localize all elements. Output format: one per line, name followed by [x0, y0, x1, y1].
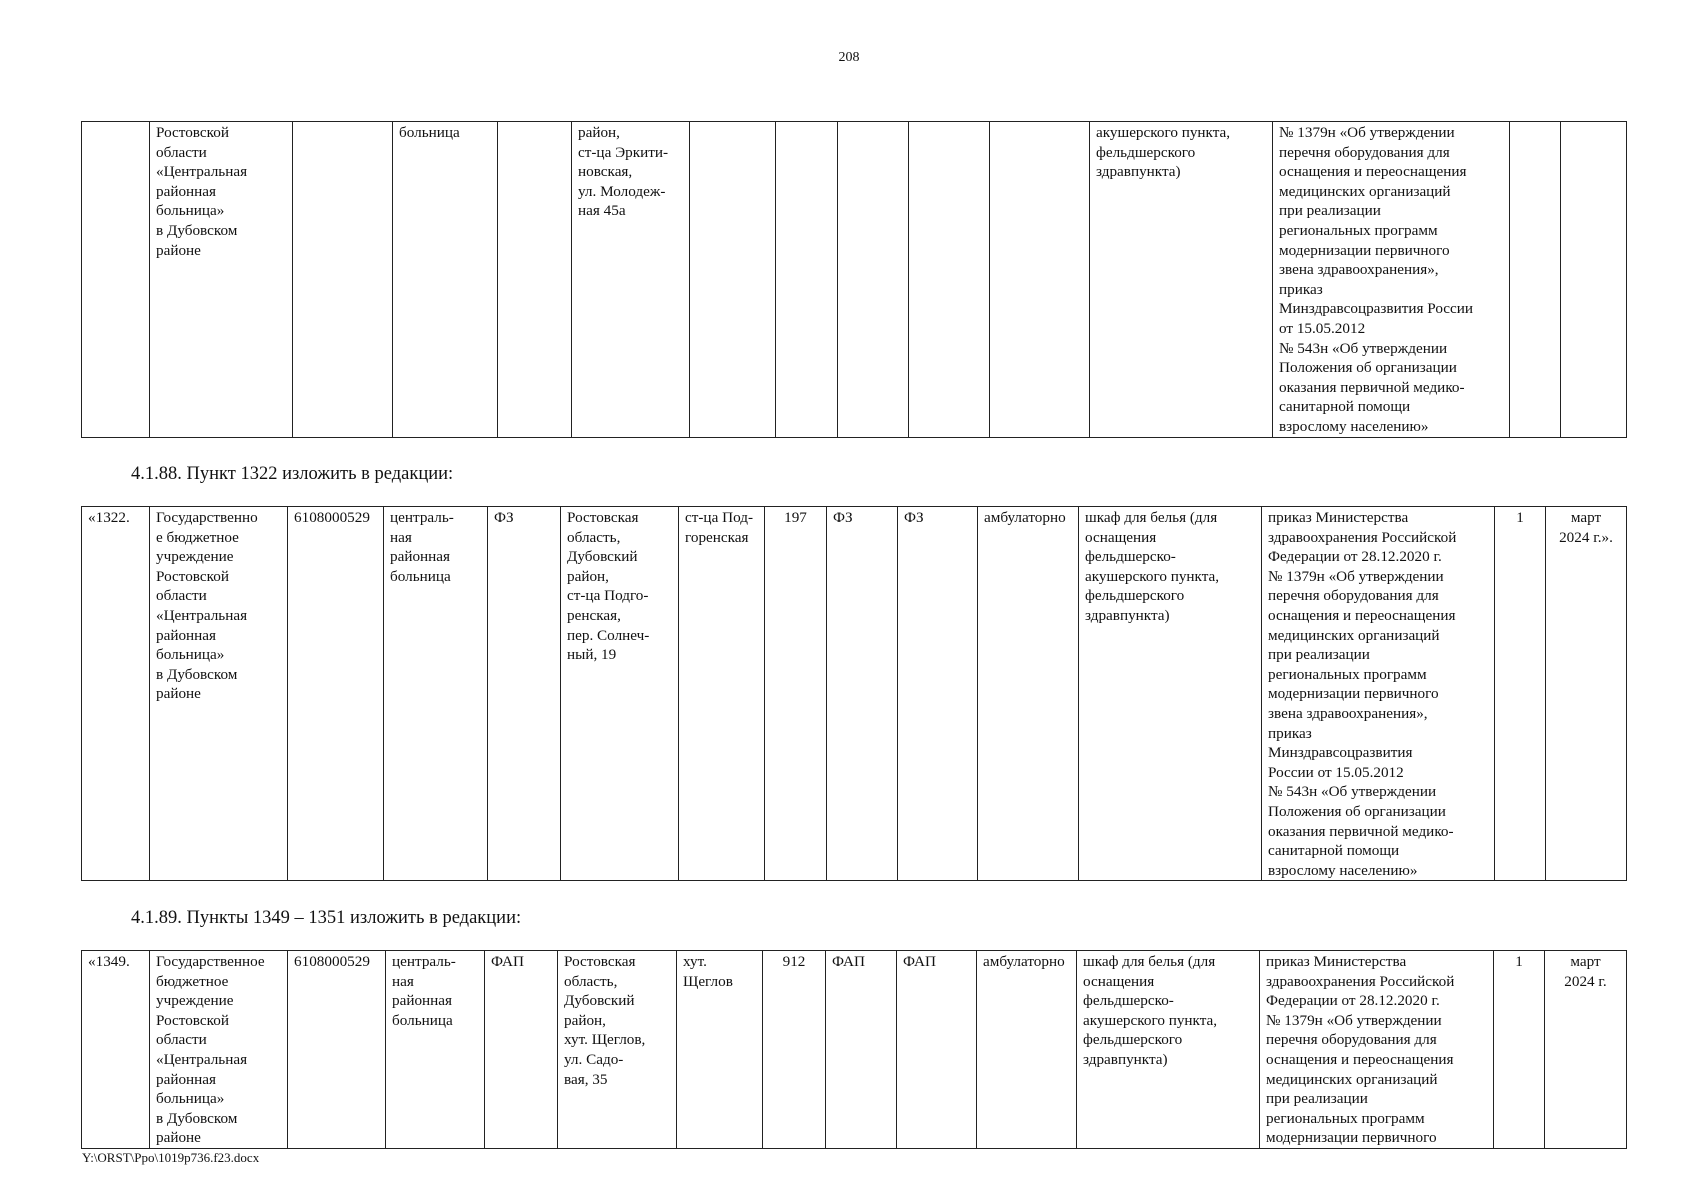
cell-address: Ростовская область, Дубовский район, ст-ца Подго- ренская, пер. Солнеч- ный, 19 [561, 507, 679, 881]
cell-quantity: 1 [1495, 507, 1546, 881]
cell-inn: 6108000529 [288, 507, 384, 881]
cell-unit-type [498, 122, 572, 438]
cell-settlement [690, 122, 776, 438]
cell-address: Ростовская область, Дубовский район, хут. Щеглов, ул. Садо- вая, 35 [558, 951, 677, 1149]
cell-equipment: акушерского пункта, фельдшерского здравпункта) [1090, 122, 1273, 438]
cell-address: район, ст-ца Эркити- новская, ул. Молодеж- ная 45а [572, 122, 690, 438]
cell-current-type: ФЗ [827, 507, 898, 881]
cell-org-type: больница [393, 122, 498, 438]
table-row [82, 122, 1627, 438]
cell-care-form: амбулаторно [978, 507, 1079, 881]
cell-settlement: хут. Щеглов [677, 951, 763, 1149]
cell-population [776, 122, 838, 438]
footer-file-path: Y:\ORST\Ppo\1019p736.f23.docx [82, 1150, 260, 1165]
cell-number: «1349. [82, 951, 150, 1149]
table-item-1322 [81, 506, 1627, 881]
section-heading-4-1-89: 4.1.89. Пункты 1349 – 1351 изложить в редакции: [131, 908, 522, 928]
table-continued [81, 121, 1627, 438]
cell-number [82, 122, 150, 438]
table-row [82, 951, 1627, 1149]
table-item-1349 [81, 950, 1627, 1149]
cell-organization: Государственное бюджетное учреждение Ростовской области «Центральная районная больница» в Дубовском районе [150, 951, 288, 1149]
cell-legal-basis: № 1379н «Об утверждении перечня оборудования для оснащения и переоснащения медицинских организаций при реализации региональных программ модернизации первичного звена здравоохранения», приказ Минздравсоцразвития России от 15.05.2012 № 543н «Об утверждении Положения об организации оказания первичной медико- санитарной помощи взрослому населению» [1273, 122, 1510, 438]
cell-population: 912 [763, 951, 826, 1149]
cell-legal-basis: приказ Министерства здравоохранения Российской Федерации от 28.12.2020 г. № 1379н «Об утверждении перечня оборудования для оснащения и переоснащения медицинских организаций при реализации региональных программ модернизации первичного звена здравоохранения», приказ Минздравсоцразвития России от 15.05.2012 № 543н «Об утверждении Положения об организации оказания первичной медико- санитарной помощи взрослому населению» [1262, 507, 1495, 881]
cell-care-form: амбулаторно [977, 951, 1077, 1149]
cell-equipment: шкаф для белья (для оснащения фельдшерско- акушерского пункта, фельдшерского здравпункта) [1077, 951, 1260, 1149]
cell-org-type: централь- ная районная больница [384, 507, 488, 881]
cell-date: март 2024 г.». [1546, 507, 1627, 881]
cell-current-type [838, 122, 909, 438]
section-heading-4-1-88: 4.1.88. Пункт 1322 изложить в редакции: [131, 464, 454, 484]
cell-unit-type: ФЗ [488, 507, 561, 881]
cell-required-type [909, 122, 990, 438]
cell-care-form [990, 122, 1090, 438]
cell-equipment: шкаф для белья (для оснащения фельдшерско- акушерского пункта, фельдшерского здравпункта) [1079, 507, 1262, 881]
table-row [82, 507, 1627, 881]
cell-date [1561, 122, 1627, 438]
cell-required-type: ФЗ [898, 507, 978, 881]
cell-quantity: 1 [1494, 951, 1545, 1149]
cell-unit-type: ФАП [485, 951, 558, 1149]
cell-current-type: ФАП [826, 951, 897, 1149]
cell-required-type: ФАП [897, 951, 977, 1149]
cell-org-type: централь- ная районная больница [386, 951, 485, 1149]
cell-inn [293, 122, 393, 438]
cell-population: 197 [765, 507, 827, 881]
cell-organization: Ростовской области «Центральная районная больница» в Дубовском районе [150, 122, 293, 438]
cell-settlement: ст-ца Под- горенская [679, 507, 765, 881]
cell-number: «1322. [82, 507, 150, 881]
page-number: 208 [838, 50, 860, 65]
cell-legal-basis: приказ Министерства здравоохранения Российской Федерации от 28.12.2020 г. № 1379н «Об утверждении перечня оборудования для оснащения и переоснащения медицинских организаций при реализации региональных программ модернизации первичного [1260, 951, 1494, 1149]
cell-inn: 6108000529 [288, 951, 386, 1149]
cell-quantity [1510, 122, 1561, 438]
cell-date: март 2024 г. [1545, 951, 1627, 1149]
cell-organization: Государственно е бюджетное учреждение Ростовской области «Центральная районная больница» в Дубовском районе [150, 507, 288, 881]
